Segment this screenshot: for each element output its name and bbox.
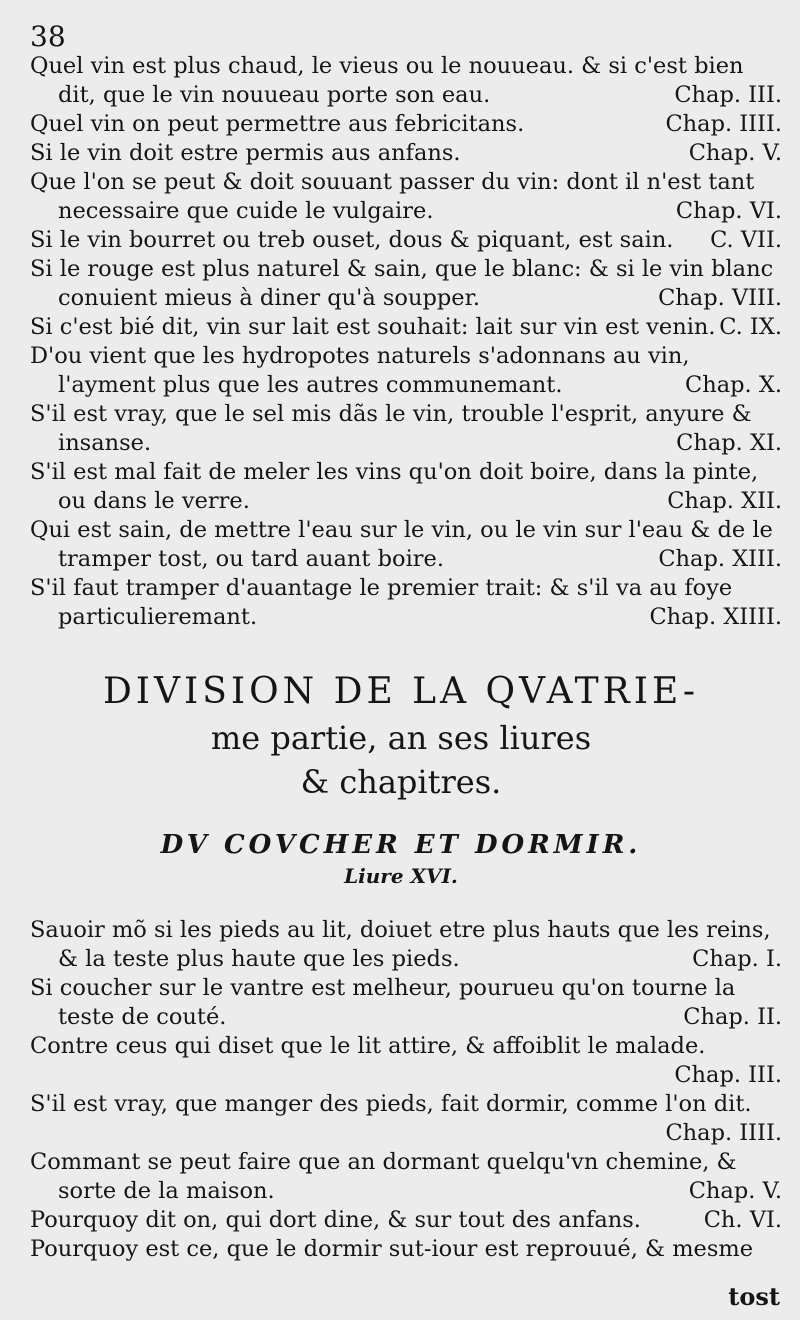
toc-entry [30, 313, 782, 342]
toc-entry-chapter: Chap. XII. [667, 488, 782, 514]
toc-entry-text: Si le rouge est plus naturel & sain, que le blanc: & si le vin blanc conuient mieus à diner qu'à soupper. [30, 256, 774, 311]
toc-entry-text: Si c'est bié dit, vin sur lait est souhait: lait sur vin est venin. [30, 314, 716, 340]
toc-entry-text: Que l'on se peut & doit souuant passer du vin: dont il n'est tant necessaire que cuide le vulgaire. [30, 169, 755, 224]
book-number: Liure XVI. [344, 864, 458, 888]
toc-entry-chapter: Chap. VI. [675, 198, 782, 224]
toc-entry-text: Quel vin on peut permettre aus febricitans. [30, 111, 525, 137]
toc-entry-chapter: Chap. V. [688, 1178, 782, 1204]
toc-entry [30, 342, 782, 400]
catchword: tost [728, 1282, 780, 1311]
toc-entry [30, 168, 782, 226]
toc-entry-text: S'il est vray, que manger des pieds, fait dormir, comme l'on dit. [30, 1091, 752, 1117]
toc-entry [30, 574, 782, 632]
toc-entry [30, 139, 782, 168]
toc-entry-chapter: Chap. I. [692, 946, 782, 972]
toc-entry-chapter: Chap. VIII. [658, 285, 782, 311]
toc-entry-chapter: C. VII. [710, 227, 782, 253]
toc-entry [30, 516, 782, 574]
toc-list-bottom [30, 916, 782, 1264]
toc-entry [30, 52, 782, 110]
toc-entry-chapter: Chap. V. [688, 140, 782, 166]
toc-entry-chapter: Chap. IIII. [665, 1120, 782, 1146]
toc-entry-text: Pourquoy dit on, qui dort dine, & sur tout des anfans. [30, 1207, 641, 1233]
toc-entry-chapter: C. IX. [719, 314, 782, 340]
toc-entry-text: Commant se peut faire que an dormant quelqu'vn chemine, & sorte de la maison. [30, 1149, 737, 1204]
toc-entry [30, 1148, 782, 1206]
page-number: 38 [30, 20, 66, 53]
division-heading-line1: DIVISION DE LA QVATRIE- [102, 671, 700, 712]
toc-entry [30, 1206, 782, 1235]
toc-entry [30, 1090, 782, 1148]
toc-entry-text: S'il est vray, que le sel mis dãs le vin, trouble l'esprit, anyure & insanse. [30, 401, 752, 456]
toc-entry [30, 458, 782, 516]
toc-entry-text: S'il est mal fait de meler les vins qu'on doit boire, dans la pinte, ou dans le verre. [30, 459, 759, 514]
toc-entry-text: D'ou vient que les hydropotes naturels s'adonnans au vin, l'ayment plus que les autres communemant. [30, 343, 690, 398]
toc-entry [30, 974, 782, 1032]
book-title: DV COVCHER ET DORMIR. [160, 830, 642, 860]
toc-entry-chapter: Chap. II. [683, 1004, 782, 1030]
toc-entry-text: Si le vin bourret ou treb ouset, dous & piquant, est sain. [30, 227, 674, 253]
toc-entry-chapter: Chap. IIII. [665, 111, 782, 137]
toc-entry-chapter: Chap. III. [674, 1062, 782, 1088]
toc-entry-chapter: Chap. XIII. [658, 546, 782, 572]
division-heading-line3: & chapitres. [300, 763, 502, 801]
toc-entry [30, 226, 782, 255]
toc-entry-text: Pourquoy est ce, que le dormir sut-iour est reprouué, & mesme [30, 1236, 754, 1262]
toc-entry-text: S'il faut tramper d'auantage le premier trait: & s'il va au foye particulieremant. [30, 575, 733, 630]
toc-entry-text: Si coucher sur le vantre est melheur, pourueu qu'on tourne la teste de couté. [30, 975, 736, 1030]
toc-entry-chapter: Chap. X. [685, 372, 782, 398]
toc-entry-chapter: Chap. XI. [676, 430, 782, 456]
toc-entry-text: Si le vin doit estre permis aus anfans. [30, 140, 461, 166]
toc-entry-text: Quel vin est plus chaud, le vieus ou le nouueau. & si c'est bien dit, que le vin nouueau porte son eau. [30, 53, 744, 108]
toc-entry-chapter: Ch. VI. [703, 1207, 782, 1233]
toc-entry-chapter: Chap. XIIII. [649, 604, 782, 630]
toc-entry-text: Qui est sain, de mettre l'eau sur le vin, ou le vin sur l'eau & de le tramper tost, ou tard auant boire. [30, 517, 773, 572]
toc-entry [30, 1235, 782, 1264]
toc-entry [30, 110, 782, 139]
toc-entry-text: Contre ceus qui diset que le lit attire, & affoiblit le malade. [30, 1033, 706, 1059]
toc-entry-chapter: Chap. III. [674, 82, 782, 108]
toc-entry [30, 400, 782, 458]
toc-list-top [30, 52, 782, 632]
toc-entry [30, 255, 782, 313]
toc-entry [30, 916, 782, 974]
toc-entry [30, 1032, 782, 1090]
division-heading-line2: me partie, an ses liures [210, 719, 592, 757]
toc-entry-text: Sauoir mõ si les pieds au lit, doiuet etre plus hauts que les reins, & la teste plus haute que les pieds. [30, 917, 771, 972]
